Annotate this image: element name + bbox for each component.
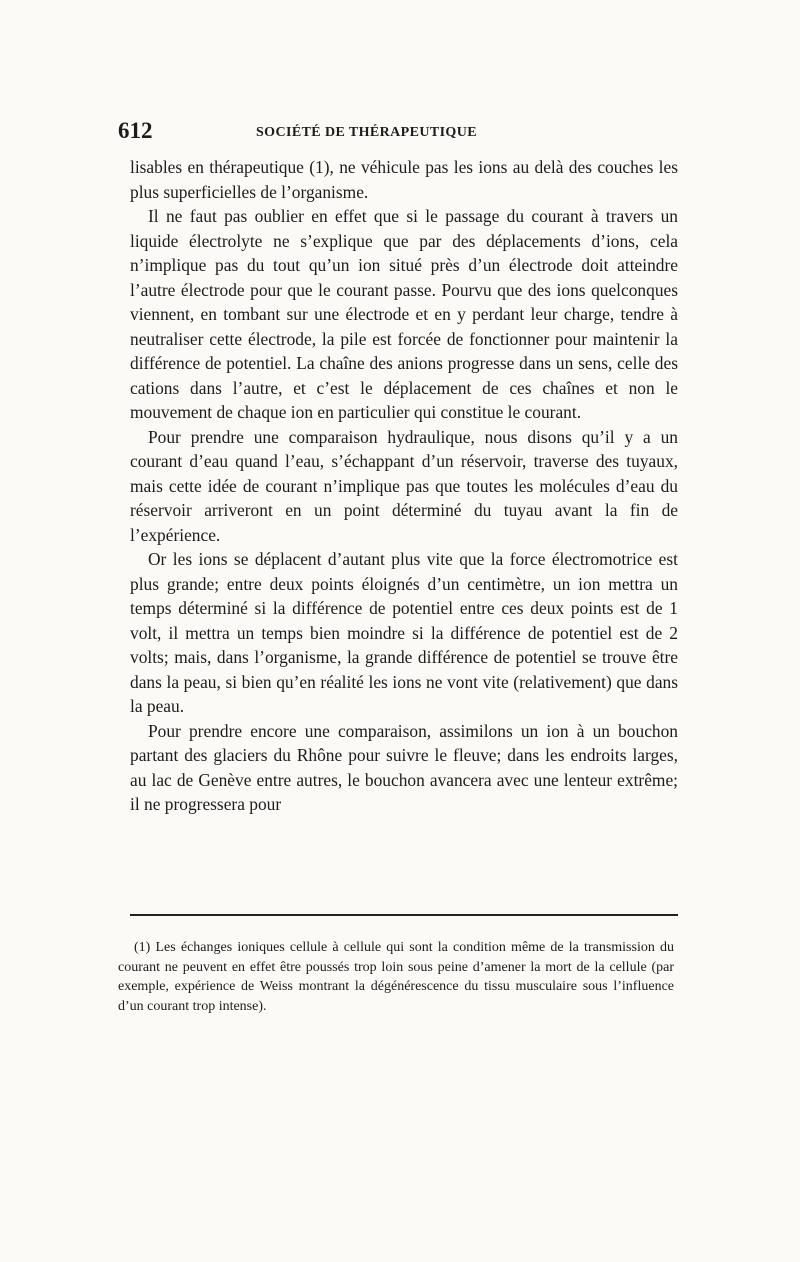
- page-header: [118, 118, 676, 148]
- paragraph: Pour prendre une comparaison hydraulique, nous disons qu’il y a un courant d’eau quand l’eau, s’échappant d’un réservoir, traverse des tuyaux, mais cette idée de courant n’implique pas que toutes les molécules d’eau du réservoir arriveront en un point déterminé du tuyau avant la fin de l’expérience.: [130, 426, 678, 545]
- running-head: SOCIÉTÉ DE THÉRAPEUTIQUE: [256, 125, 477, 140]
- paragraph: Il ne faut pas oublier en effet que si le passage du courant à travers un liquide électrolyte ne s’explique que par des déplacements d’ions, cela n’implique pas du tout qu’un ion situé près d’un électrode doit atteindre l’autre électrode pour que le courant passe. Pourvu que des ions quelconques viennent, en tombant sur une électrode et en y perdant leur charge, tendre à neutraliser cette électrode, la pile est forcée de fonctionner pour maintenir la différence de potentiel. La chaîne des anions progresse dans un sens, celle des cations dans l’autre, et c’est le déplacement de ces chaînes et non le mouvement de chaque ion en particulier qui constitue le courant.: [130, 206, 678, 422]
- paragraph: Or les ions se déplacent d’autant plus vite que la force électromotrice est plus grande; entre deux points éloignés d’un centimètre, un ion mettra un temps déterminé si la différence de potentiel entre ces deux points est de 1 volt, il mettra un temps bien moindre si la différence de potentiel est de 2 volts; mais, dans l’organisme, la grande différence de potentiel se trouve être dans la peau, si bien qu’en réalité les ions ne vont vite (relativement) que dans la peau.: [130, 549, 678, 716]
- paragraph: Pour prendre encore une comparaison, assimilons un ion à un bouchon partant des glaciers du Rhône pour suivre le fleuve; dans les endroits larges, au lac de Genève entre autres, le bouchon avancera avec une lenteur extrême; il ne progressera pour: [130, 720, 678, 814]
- body-text: [130, 155, 678, 817]
- page-number: 612: [118, 118, 153, 143]
- footnote: (1) Les échanges ioniques cellule à cellule qui sont la condition même de la transmission du courant ne peuvent en effet être poussés trop loin sous peine d’amener la mort de la cellule (par exemple, expérience de Weiss montrant la dégénérescence du tissu musculaire sous l’influence d’un courant trop intense).: [118, 940, 674, 1014]
- paragraph-continuation: lisables en thérapeutique (1), ne véhicule pas les ions au delà des couches les plus superficielles de l’organisme.: [130, 157, 678, 202]
- footnote-divider: [130, 914, 678, 916]
